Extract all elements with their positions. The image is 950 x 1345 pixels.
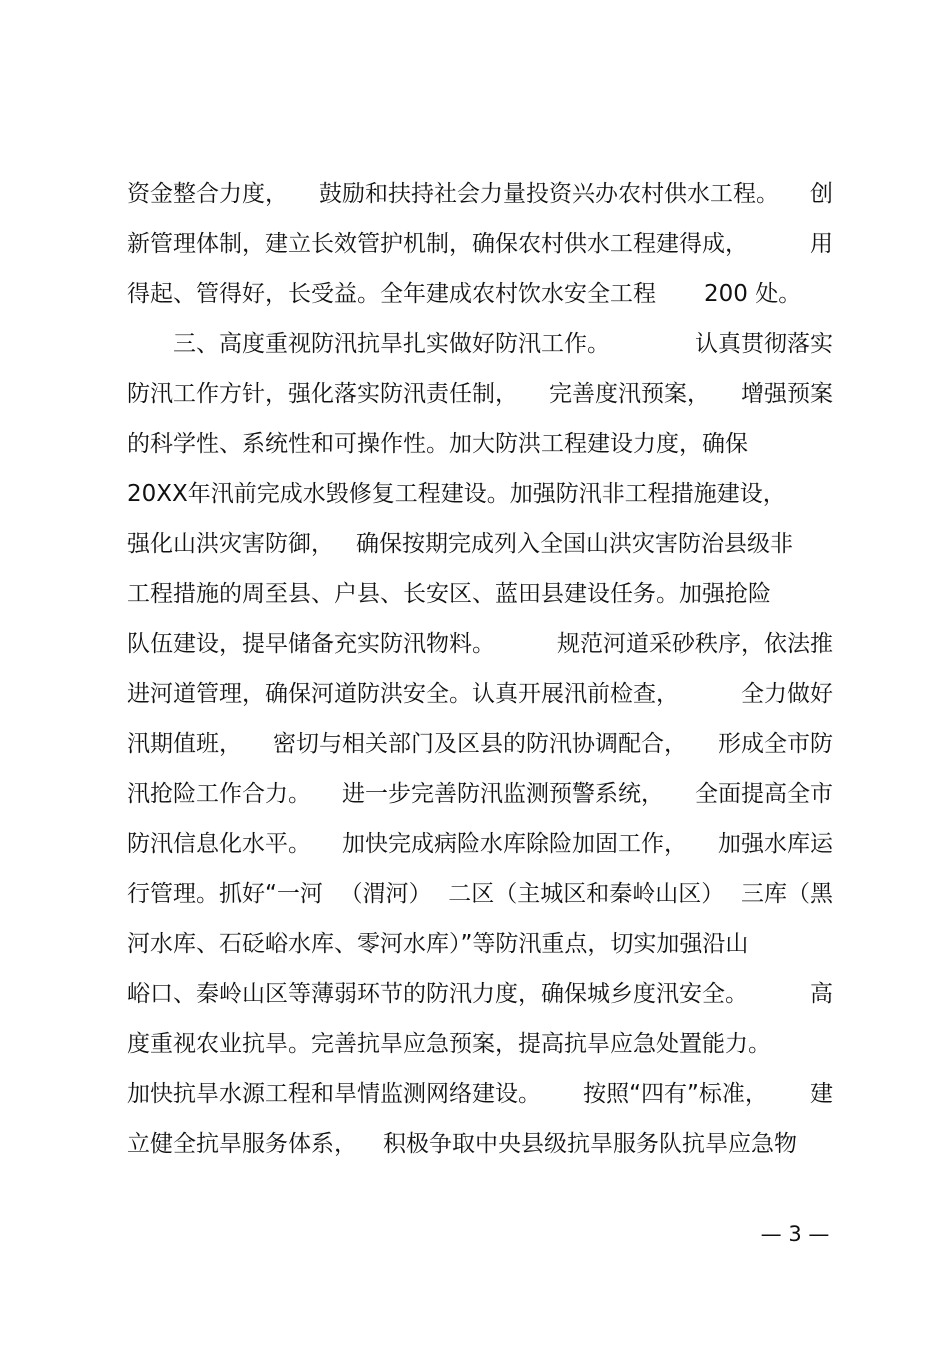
text-segment: 完善度汛预案， — [549, 381, 710, 407]
text-segment: 全力做好 — [741, 681, 833, 707]
text-line — [127, 1027, 833, 1061]
text-segment: 按照“四有”标准， — [583, 1081, 768, 1107]
text-line — [127, 627, 833, 661]
text-segment: 进河道管理，确保河道防洪安全。认真开展汛前检查， — [127, 681, 679, 707]
text-segment: 的科学性、系统性和可操作性。加大防洪工程建设力度，确保 — [127, 431, 748, 457]
text-line — [127, 827, 833, 861]
text-segment: 积极争取中央县级抗旱服务队抗旱应急物 — [383, 1131, 797, 1157]
text-segment: 资金整合力度， — [127, 181, 288, 207]
text-line — [127, 927, 833, 961]
text-segment: 20XX年汛前完成水毁修复工程建设。加强防汛非工程措施建设， — [127, 481, 786, 507]
text-segment: 防汛信息化水平。 — [127, 831, 311, 857]
text-segment: 认真贯彻落实 — [695, 331, 833, 357]
text-segment: 形成全市防 — [718, 731, 833, 757]
text-segment: 河水库、石砭峪水库、零河水库）”等防汛重点，切实加强沿山 — [127, 931, 749, 957]
text-line — [127, 227, 833, 261]
text-segment: 建 — [810, 1081, 833, 1107]
page-number: — 3 — — [760, 1222, 830, 1246]
text-segment: 创 — [810, 181, 833, 207]
text-segment: 增强预案 — [741, 381, 833, 407]
text-segment: 汛抢险工作合力。 — [127, 781, 311, 807]
text-segment: 加快完成病险水库除险加固工作， — [342, 831, 687, 857]
text-line — [127, 727, 833, 761]
text-line — [127, 677, 833, 711]
text-segment: 行管理。抓好“一河 — [127, 881, 323, 907]
text-segment: 队伍建设，提早储备充实防汛物料。 — [127, 631, 495, 657]
text-segment: 加快抗旱水源工程和旱情监测网络建设。 — [127, 1081, 541, 1107]
text-segment: 工程措施的周至县、户县、长安区、蓝田县建设任务。加强抢险 — [127, 581, 771, 607]
text-segment: 用 — [810, 231, 833, 257]
text-segment: 度重视农业抗旱。完善抗旱应急预案，提高抗旱应急处置能力。 — [127, 1031, 771, 1057]
text-line — [127, 377, 833, 411]
text-line — [127, 1077, 833, 1111]
text-line — [127, 527, 833, 561]
text-line — [127, 277, 833, 311]
text-segment: 防汛工作方针，强化落实防汛责任制， — [127, 381, 518, 407]
text-segment: 密切与相关部门及区县的防汛协调配合， — [273, 731, 687, 757]
text-segment: 全面提高全市 — [695, 781, 833, 807]
text-segment: 二区（主城区和秦岭山区） — [448, 881, 725, 907]
text-segment: 汛期值班， — [127, 731, 242, 757]
text-segment: 得起、管得好，长受益。全年建成农村饮水安全工程 — [127, 281, 656, 307]
text-segment: 高 — [810, 981, 833, 1007]
text-line — [127, 577, 833, 611]
text-line — [127, 1127, 833, 1161]
text-segment: 立健全抗旱服务体系， — [127, 1131, 357, 1157]
text-segment: （渭河） — [339, 881, 432, 907]
text-line — [127, 477, 833, 511]
text-segment: 200 处。 — [704, 281, 802, 307]
text-segment: 新管理体制，建立长效管护机制，确保农村供水工程建得成， — [127, 231, 748, 257]
text-segment: 规范河道采砂秩序，依法推 — [557, 631, 833, 657]
text-line — [127, 177, 833, 211]
text-segment: 确保按期完成列入全国山洪灾害防治县级非 — [356, 531, 793, 557]
text-line — [127, 877, 833, 911]
text-segment: 加强水库运 — [718, 831, 833, 857]
text-line — [127, 427, 833, 461]
text-segment: 进一步完善防汛监测预警系统， — [342, 781, 664, 807]
text-line — [127, 977, 833, 1011]
text-segment: 三库（黑 — [740, 881, 833, 907]
text-line — [127, 777, 833, 811]
section-heading-line — [127, 327, 833, 361]
text-segment: 鼓励和扶持社会力量投资兴办农村供水工程。 — [319, 181, 779, 207]
section-heading: 三、高度重视防汛抗旱扎实做好防汛工作。 — [127, 331, 610, 357]
text-segment: 峪口、秦岭山区等薄弱环节的防汛力度，确保城乡度汛安全。 — [127, 981, 748, 1007]
text-segment: 强化山洪灾害防御， — [127, 531, 334, 557]
